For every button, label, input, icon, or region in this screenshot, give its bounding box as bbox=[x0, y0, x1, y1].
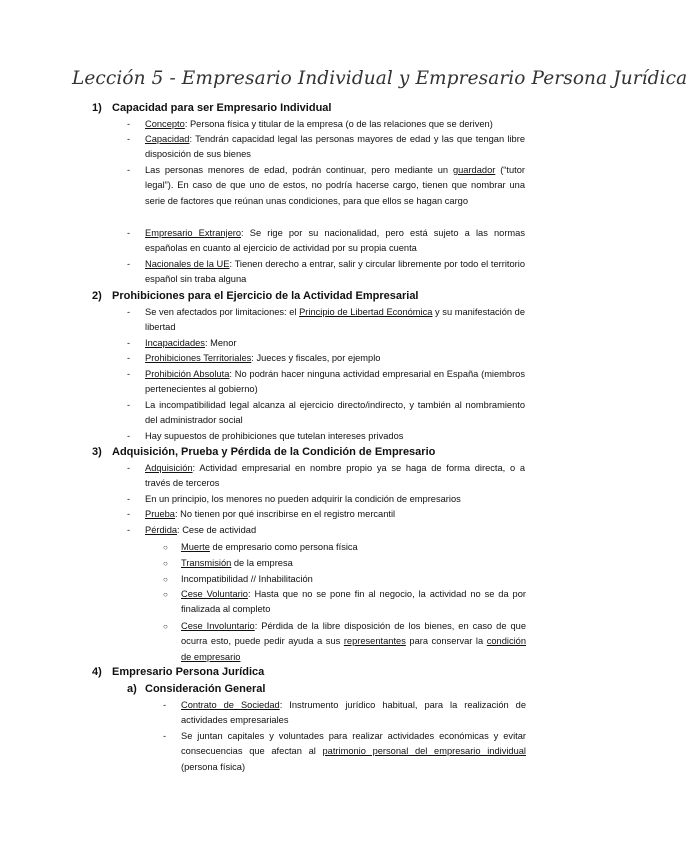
list-item: - Prueba: No tienen por qué inscribirse en el registro mercantil bbox=[127, 509, 396, 519]
list-item: - Las personas menores de edad, podrán continuar, pero mediante un guardador (“tutor legal”). En caso de que uno de estos, no podría hacerse cargo, tienen que nombrar una serie de factores que reúnan unas condiciones, para que ellos se hagan cargo bbox=[127, 165, 525, 206]
section-heading-3: 3) Adquisición, Prueba y Pérdida de la Condición de Empresario bbox=[92, 446, 436, 458]
section-heading-2: 2) Prohibiciones para el Ejercicio de la Actividad Empresarial bbox=[92, 290, 419, 302]
sub-list-item: ○ Muerte de empresario como persona física bbox=[163, 542, 358, 552]
list-item: - Incapacidades: Menor bbox=[127, 338, 237, 348]
section-heading-1: 1) Capacidad para ser Empresario Individual bbox=[92, 102, 332, 114]
list-item: - La incompatibilidad legal alcanza al ejercicio directo/indirecto, y también al nombramiento del administrador social bbox=[127, 400, 525, 426]
sub-list-item: ○ Cese Involuntario: Pérdida de la libre disposición de los bienes, en caso de que ocurra esto, puede pedir ayuda a sus representantes para conservar la condición de empresario bbox=[163, 621, 526, 662]
section-heading-4: 4) Empresario Persona Jurídica bbox=[92, 666, 265, 678]
page-title: Lección 5 - Empresario Individual y Empresario Persona Jurídica bbox=[72, 68, 687, 89]
list-item: - Contrato de Sociedad: Instrumento jurídico habitual, para la realización de actividades empresariales bbox=[163, 700, 527, 726]
list-item: - Pérdida: Cese de actividad bbox=[127, 525, 257, 535]
list-item: - Se ven afectados por limitaciones: el Principio de Libertad Económica y su manifestación de libertad bbox=[127, 307, 525, 333]
list-item: - Hay supuestos de prohibiciones que tutelan intereses privados bbox=[127, 431, 404, 441]
list-item: - Concepto: Persona física y titular de la empresa (o de las relaciones que se deriven) bbox=[127, 119, 493, 129]
list-item: - Prohibiciones Territoriales: Jueces y fiscales, por ejemplo bbox=[127, 353, 381, 363]
sub-list-item: ○ Transmisión de la empresa bbox=[163, 558, 293, 568]
list-item: - Se juntan capitales y voluntades para realizar actividades económicas y evitar consecuencias que afectan al patrimonio personal del empresario individual (persona física) bbox=[163, 731, 526, 772]
list-item: - Capacidad: Tendrán capacidad legal las personas mayores de edad y las que tengan libre disposición de sus bienes bbox=[127, 134, 525, 160]
list-item: - Nacionales de la UE: Tienen derecho a entrar, salir y circular libremente por todo el territorio español sin traba alguna bbox=[127, 259, 525, 285]
list-item: - Empresario Extranjero: Se rige por su nacionalidad, pero está sujeto a las normas españolas en cuanto al ejercicio de actividad por su propia cuenta bbox=[127, 228, 525, 254]
list-item: - Prohibición Absoluta: No podrán hacer ninguna actividad empresarial en España (miembros pertenecientes al gobierno) bbox=[127, 369, 526, 395]
sub-list-item: ○ Incompatibilidad // Inhabilitación bbox=[163, 574, 313, 584]
subsection-heading: a) Consideración General bbox=[127, 683, 266, 695]
sub-list-item: ○ Cese Voluntario: Hasta que no se pone fin al negocio, la actividad no se da por finalizada al completo bbox=[163, 589, 526, 615]
list-item: - Adquisición: Actividad empresarial en nombre propio ya se haga de forma directa, o a través de terceros bbox=[127, 463, 525, 489]
list-item: - En un principio, los menores no pueden adquirir la condición de empresarios bbox=[127, 494, 461, 504]
